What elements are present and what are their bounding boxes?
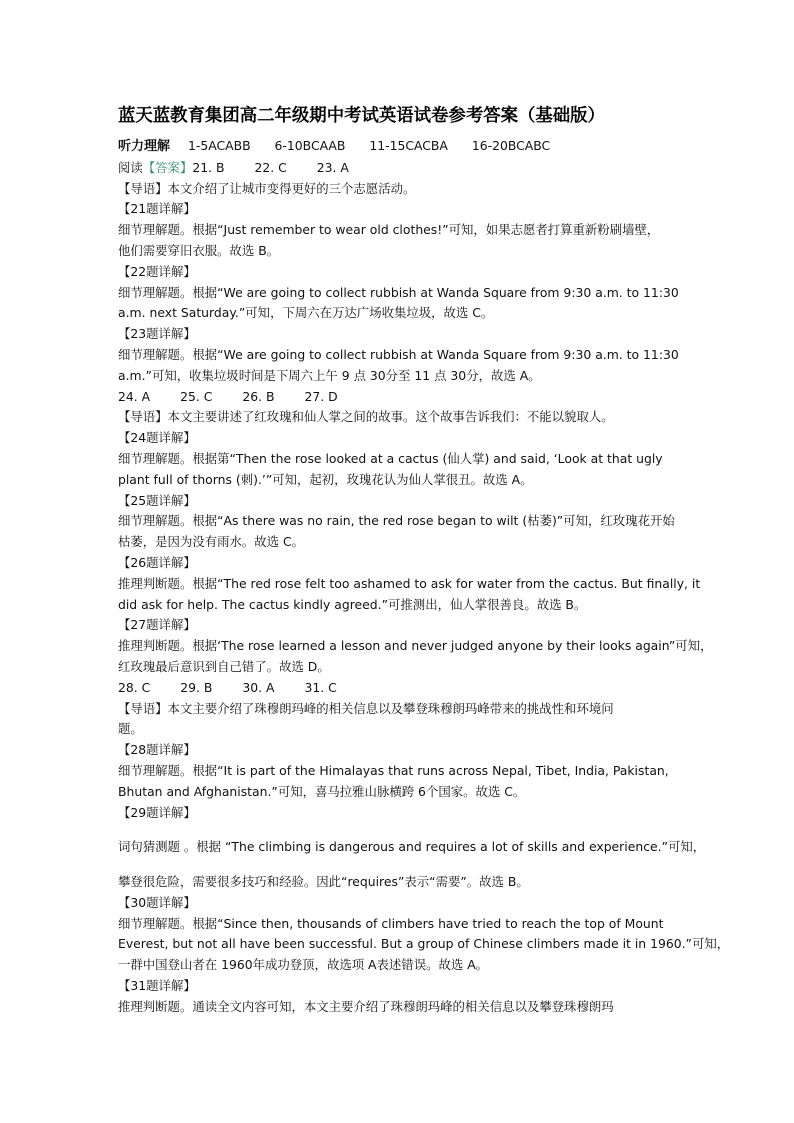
body-line: did ask for help. The cactus kindly agreed.”可推测出，仙人掌很善良。故选 B。 [118, 596, 587, 612]
listening-segment: 1-5ACABB [187, 138, 251, 153]
listening-label: 听力理解 [118, 139, 171, 154]
body-line: 【30题详解】 [118, 894, 196, 910]
body-line: 题。 [118, 721, 143, 737]
body-line: 【26题详解】 [118, 554, 196, 570]
body-line: 细节理解题。根据“It is part of the Himalayas that runs across Nepal, Tibet, India, Pakistan, [118, 762, 669, 778]
answer-item: 29. B [180, 679, 213, 695]
reading-answers-21-23 [118, 158, 688, 179]
answer-key-page [118, 100, 730, 1018]
q29-explanation-line: 词句猜测题 。根据 “The climbing is dangerous and requires a lot of skills and experience.”可知， [118, 839, 706, 855]
body-line: 【导语】本文主要讲述了红玫瑰和仙人掌之间的故事。这个故事告诉我们：不能以貌取人。 [118, 409, 614, 425]
body-line: 红玫瑰最后意识到自己错了。故选 D。 [118, 658, 330, 674]
body-line: 一群中国登山者在 1960年成功登顶，故选项 A表述错误。故选 A。 [118, 957, 489, 973]
answers-28-31 [118, 678, 688, 699]
body-line: 【29题详解】 [118, 804, 196, 820]
listening-segment: 6-10BCAAB [274, 138, 346, 153]
body-line: 【27题详解】 [118, 617, 196, 633]
body-line: 细节理解题。根据“Just remember to wear old clothes!”可知，如果志愿者打算重新粉刷墙壁， [118, 222, 660, 238]
document-title: 蓝天蓝教育集团高二年级期中考试英语试卷参考答案（基础版） [118, 106, 605, 126]
listening-segment: 11-15CACBA [369, 138, 448, 153]
body-line: 【31题详解】 [118, 978, 196, 994]
answer-item: 21. B [192, 159, 225, 175]
body-line: 【22题详解】 [118, 263, 196, 279]
body-line: 枯萎，是因为没有雨水。故选 C。 [118, 534, 305, 550]
body-line: 细节理解题。根据“Since then, thousands of climbers have tried to reach the top of Mount [118, 915, 664, 931]
body-line: 【24题详解】 [118, 430, 196, 446]
body-line: 推理判断题。根据“The red rose felt too ashamed to ask for water from the cactus. But finally, it [118, 575, 701, 591]
answer-item: 28. C [118, 679, 151, 695]
body-line: a.m. next Saturday.”可知，下周六在万达广场收集垃圾，故选 C。 [118, 305, 494, 321]
answer-item: 23. A [316, 159, 349, 175]
body-line: Bhutan and Afghanistan.”可知，喜马拉雅山脉横跨 6个国家。故选 C。 [118, 783, 526, 799]
reading-prefix: 阅读 [118, 159, 143, 175]
body-line: plant full of thorns (刺).’”可知，起初，玫瑰花认为仙人掌很丑。故选 A。 [118, 471, 533, 487]
body-line: 细节理解题。根据第“Then the rose looked at a cactus (仙人掌) and said, ‘Look at that ugly [118, 450, 663, 466]
body-line: 细节理解题。根据“We are going to collect rubbish at Wanda Square from 9:30 a.m. to 11:30 [118, 284, 679, 300]
answer-item: 27. D [304, 388, 338, 404]
answer-tag: 【答案】 [142, 159, 193, 175]
answers-24-27 [118, 387, 688, 408]
answer-item: 30. A [242, 679, 275, 695]
body-line: 细节理解题。根据“As there was no rain, the red rose began to wilt (枯萎)”可知，红玫瑰花开始 [118, 513, 675, 529]
body-line: 细节理解题。根据“We are going to collect rubbish at Wanda Square from 9:30 a.m. to 11:30 [118, 346, 679, 362]
body-line: a.m.”可知，收集垃圾时间是下周六上午 9 点 30分至 11 点 30分，故选 A。 [118, 367, 541, 383]
body-line: 【23题详解】 [118, 326, 196, 342]
listening-answers [118, 136, 688, 158]
body-line: Everest, but not all have been successful. But a group of Chinese climbers made it in 1960.”可知， [118, 936, 730, 952]
answer-item: 25. C [180, 388, 213, 404]
answer-item: 22. C [254, 159, 287, 175]
body-line: 【导语】本文介绍了让城市变得更好的三个志愿活动。 [118, 180, 416, 196]
answer-item: 31. C [304, 679, 337, 695]
body-line: 推理判断题。通读全文内容可知，本文主要介绍了珠穆朗玛峰的相关信息以及攀登珠穆朗玛 [118, 998, 614, 1014]
body-line: 推理判断题。根据‘The rose learned a lesson and never judged anyone by their looks again”可知， [118, 638, 713, 654]
listening-segment: 16-20BCABC [471, 138, 551, 153]
answer-item: 24. A [118, 388, 151, 404]
body-line: 他们需要穿旧衣服。故选 B。 [118, 242, 280, 258]
q29-explanation-line: 攀登很危险，需要很多技巧和经验。因此“requires”表示“需要”。故选 B。 [118, 874, 529, 890]
answer-item: 26. B [242, 388, 275, 404]
body-line: 【28题详解】 [118, 742, 196, 758]
body-line: 【25题详解】 [118, 492, 196, 508]
body-line: 【21题详解】 [118, 201, 196, 217]
body-line: 【导语】本文主要介绍了珠穆朗玛峰的相关信息以及攀登珠穆朗玛峰带来的挑战性和环境问 [118, 700, 614, 716]
